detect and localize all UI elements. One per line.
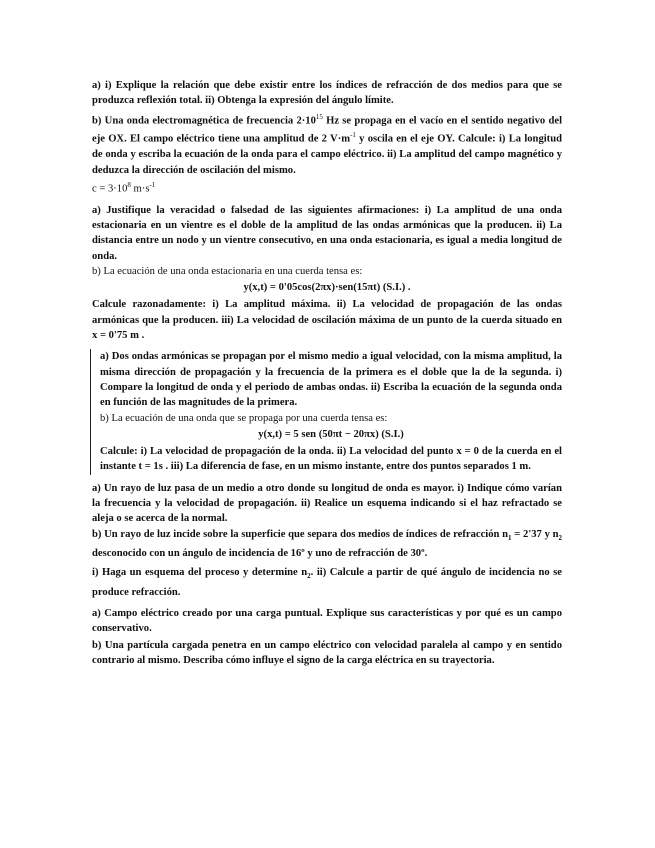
q3-part-b: b) La ecuación de una onda que se propaga por una cuerda tensa es: — [100, 412, 388, 424]
q2-part-b: b) La ecuación de una onda estacionaria en una cuerda tensa es: — [92, 265, 363, 277]
q5-part-b: b) Una partícula cargada penetra en un campo eléctrico con velocidad paralela al campo y en sentido contrario al mismo. Describa cómo influye el signo de la carga eléctrica en su trayectoria. — [92, 639, 562, 666]
q1-part-a: a) i) Explique la relación que debe existir entre los índices de refracción de dos medios para que se produzca reflexión total. ii) Obtenga la expresión del ángulo límite. — [92, 80, 562, 107]
q3-boxed-question — [90, 349, 562, 474]
q1-constant-c: $c = 3\cdot 10^8$ $m\cdot s^{-1}$ — [92, 180, 156, 195]
q2-equation: y(x,t) = 0'05cos(2πx)·sen(15πt) (S.I.) . — [243, 282, 411, 294]
q1-part-b: b) Una onda electromagnética de frecuencia $2\cdot 10^{15}$ Hz se propaga en el vacío en el sentido negativo del eje OX. El campo eléctrico tiene una amplitud de 2 $V\cdot m^{-1}$ y oscila en el eje OY. Calcule: i) La longitud de onda y escriba la ecuación de la onda para el campo eléctrico. ii) La amplitud del campo magnético y deduzca la dirección de oscilación del mismo. — [92, 112, 563, 176]
q3-calculate: Calcule: i) La velocidad de propagación de la onda. ii) La velocidad del punto x = 0 de la cuerda en el instante t = 1s . iii) La diferencia de fase, en un mismo instante, entre dos puntos separados 1 m. — [100, 446, 562, 473]
q5-part-a: a) Campo eléctrico creado por una carga puntual. Explique sus características y por qué es un campo conservativo. — [92, 608, 562, 635]
q4-part-b: b) Un rayo de luz incide sobre la superficie que separa dos medios de índices de refracción $n_1 = 2'37$ y $n_2$ desconocido con un ángulo de incidencia de 16º y uno de refracción de 30º. — [92, 528, 562, 560]
q4-part-a: a) Un rayo de luz pasa de un medio a otro donde su longitud de onda es mayor. i) Indique cómo varían la frecuencia y la velocidad de propagación. ii) Realice un esquema indicando si el haz refractado se aleja o se acerca de la normal. — [92, 482, 562, 525]
q3-part-a: a) Dos ondas armónicas se propagan por el mismo medio a igual velocidad, con la misma amplitud, la misma dirección de propagación y la frecuencia de la primera es el doble que la de la segunda. i) Compare la longitud de onda y el periodo de ambas ondas. ii) Escriba la ecuación de la segunda onda en función de las magnitudes de la primera. — [100, 351, 562, 409]
exam-document — [92, 78, 562, 668]
q4-part-i: i) Haga un esquema del proceso y determine $n_2$. ii) Calcule a partir de qué ángulo de incidencia no se produce refracción. — [92, 567, 562, 598]
q3-equation: y(x,t) = 5 sen (50πt − 20πx) (S.I.) — [258, 428, 404, 440]
q2-part-a: a) Justifique la veracidad o falsedad de las siguientes afirmaciones: i) La amplitud de una onda estacionaria en un vientre es el doble de la amplitud de las ondas armónicas que la producen. ii) La distancia entre un nodo y un vientre consecutivo, en una onda estacionaria, es igual a media longitud de onda. — [92, 204, 562, 262]
q2-calculate: Calcule razonadamente: i) La amplitud máxima. ii) La velocidad de propagación de las ondas armónicas que la producen. iii) La velocidad de oscilación máxima de un punto de la cuerda situado en x = 0'75 m . — [92, 299, 562, 342]
